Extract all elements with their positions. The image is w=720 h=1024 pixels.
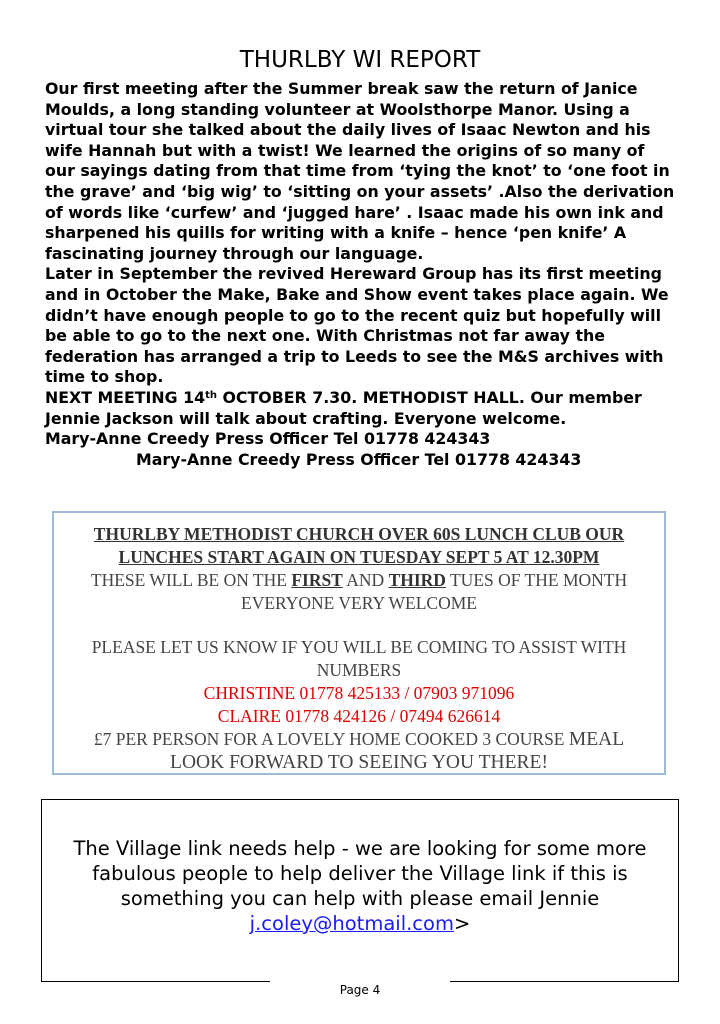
email-link[interactable]: j.coley@hotmail.com — [249, 912, 454, 935]
contact-name: CLAIRE — [217, 706, 281, 726]
assist-line-2: NUMBERS — [316, 660, 402, 680]
report-line: the grave’ and ‘big wig’ to ‘sitting on your assets’ .Also the derivation — [45, 181, 675, 201]
page-number: Page 4 — [339, 983, 381, 997]
dates-text: THESE WILL BE ON THE — [90, 570, 292, 590]
wi-report-body — [45, 79, 695, 470]
report-line: Moulds, a long standing volunteer at Woolsthorpe Manor. Using a — [45, 99, 630, 119]
report-line: virtual tour she talked about the daily lives of Isaac Newton and his — [45, 120, 651, 140]
price-line — [54, 728, 664, 751]
lunch-dates — [54, 569, 664, 592]
first-emphasis: FIRST — [291, 570, 343, 590]
price-text: £7 PER PERSON FOR A LOVELY HOME COOKED 3 COURSE — [93, 729, 569, 749]
contact-phone: 01778 424126 / 07494 626614 — [280, 706, 501, 726]
contact-claire — [54, 705, 664, 728]
contact-name: CHRISTINE — [203, 683, 296, 703]
meal-word: MEAL — [568, 729, 625, 750]
lunch-club-notice — [52, 511, 666, 775]
report-line: wife Hannah but with a twist! We learned the origins of so many of — [45, 140, 645, 160]
speaker-line: Jennie Jackson will talk about crafting. Everyone welcome. — [45, 408, 567, 428]
next-meeting-details: OCTOBER 7.30. METHODIST HALL. Our member — [217, 387, 642, 407]
report-line: be able to go to the next one. With Christmas not far away the — [45, 326, 605, 346]
village-link-line-1: The Village link needs help - we are looking for some more — [73, 837, 647, 860]
village-link-line-2: fabulous people to help deliver the Village link if this is — [92, 862, 628, 885]
report-line: Our first meeting after the Summer break saw the return of Janice — [45, 79, 638, 98]
report-line: of words like ‘curfew’ and ‘jugged hare’ . Isaac made his own ink and — [45, 202, 664, 222]
lunch-heading-line-2: LUNCHES START AGAIN ON TUESDAY SEPT 5 AT 12.30PM — [118, 547, 600, 567]
email-suffix: > — [453, 912, 471, 935]
dates-text: TUES OF THE MONTH — [445, 570, 628, 590]
welcome-line: EVERYONE VERY WELCOME — [241, 593, 477, 613]
report-line: and in October the Make, Bake and Show event takes place again. We — [45, 284, 669, 304]
report-line: sharpened his quills for writing with a knife – hence ‘pen knife’ A — [45, 223, 627, 243]
dates-text: AND — [342, 570, 389, 590]
press-officer-line: Mary-Anne Creedy Press Officer Tel 01778 424343 — [45, 429, 491, 449]
report-line: federation has arranged a trip to Leeds to see the M&S archives with — [45, 346, 664, 366]
report-line: Later in September the revived Hereward Group has its first meeting — [45, 264, 662, 284]
report-line: time to shop. — [45, 367, 164, 387]
report-line: our sayings dating from that time from ‘tying the knot’ to ‘one foot in — [45, 161, 670, 181]
contact-phone: 01778 425133 / 07903 971096 — [295, 683, 515, 703]
village-link-line-3: something you can help with please email Jennie — [120, 887, 600, 910]
email-line — [42, 911, 678, 936]
press-officer-line-repeat: Mary-Anne Creedy Press Officer Tel 01778 424343 — [136, 449, 582, 469]
date-ordinal-suffix: th — [205, 389, 217, 401]
contact-christine — [54, 682, 664, 705]
report-line: didn’t have enough people to go to the recent quiz but hopefully will — [45, 305, 661, 325]
third-emphasis: THIRD — [388, 570, 446, 590]
assist-line-1: PLEASE LET US KNOW IF YOU WILL BE COMING TO ASSIST WITH — [91, 637, 627, 657]
closing-line: LOOK FORWARD TO SEEING YOU THERE! — [170, 752, 548, 773]
next-meeting-date: NEXT MEETING 14 — [45, 387, 206, 407]
village-link-notice — [41, 799, 679, 982]
report-title: THURLBY WI REPORT — [239, 47, 481, 73]
report-line: fascinating journey through our language. — [45, 243, 424, 263]
next-meeting-line — [45, 388, 695, 409]
lunch-heading-line-1: THURLBY METHODIST CHURCH OVER 60S LUNCH CLUB OUR — [93, 524, 625, 544]
